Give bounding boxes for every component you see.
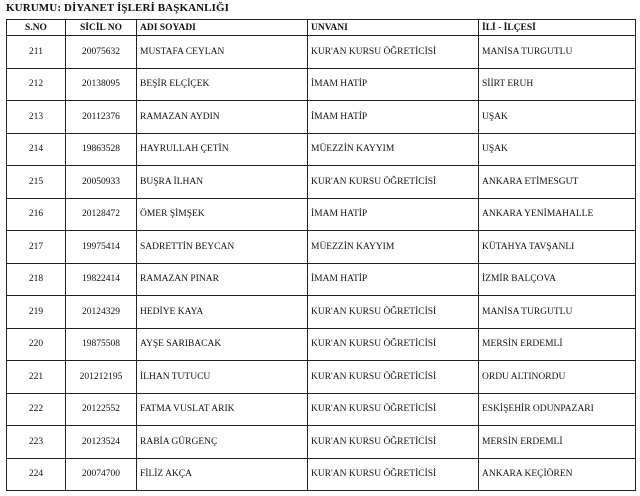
cell-sicil-no: 19875508: [66, 328, 137, 361]
column-header-location: İLİ - İLÇESİ: [479, 20, 636, 36]
table-row: [7, 263, 636, 296]
cell-sicil-no: 20123524: [66, 426, 137, 459]
cell-name: HEDİYE KAYA: [137, 296, 308, 329]
cell-title: KUR'AN KURSU ÖĞRETİCİSİ: [308, 36, 479, 69]
table-row: [7, 361, 636, 394]
cell-sicil-no: 20122552: [66, 393, 137, 426]
table-row: [7, 101, 636, 134]
header-row: [7, 20, 636, 36]
cell-location: ANKARA KEÇİÖREN: [479, 458, 636, 491]
cell-name: SADRETTİN BEYCAN: [137, 231, 308, 264]
cell-title: MÜEZZİN KAYYIM: [308, 133, 479, 166]
cell-title: KUR'AN KURSU ÖĞRETİCİSİ: [308, 458, 479, 491]
table-header: [7, 20, 636, 36]
cell-title: İMAM HATİP: [308, 263, 479, 296]
cell-sno: 216: [7, 198, 66, 231]
cell-sicil-no: 20074700: [66, 458, 137, 491]
cell-location: MANİSA TURGUTLU: [479, 296, 636, 329]
cell-location: UŞAK: [479, 133, 636, 166]
cell-sno: 211: [7, 36, 66, 69]
cell-name: ÖMER ŞİMŞEK: [137, 198, 308, 231]
cell-location: ESKİŞEHİR ODUNPAZARI: [479, 393, 636, 426]
institution-header: KURUMU: DİYANET İŞLERİ BAŞKANLIĞI: [6, 2, 230, 14]
personnel-table: [6, 19, 636, 491]
column-header-title: UNVANI: [308, 20, 479, 36]
column-header-sno: S.NO: [7, 20, 66, 36]
table-row: [7, 231, 636, 264]
cell-location: KÜTAHYA TAVŞANLI: [479, 231, 636, 264]
table-row: [7, 393, 636, 426]
cell-location: MERSİN ERDEMLİ: [479, 328, 636, 361]
cell-sno: 224: [7, 458, 66, 491]
cell-sno: 220: [7, 328, 66, 361]
cell-sno: 223: [7, 426, 66, 459]
cell-sicil-no: 20112376: [66, 101, 137, 134]
cell-name: AYŞE SARIBACAK: [137, 328, 308, 361]
cell-title: KUR'AN KURSU ÖĞRETİCİSİ: [308, 296, 479, 329]
cell-sno: 219: [7, 296, 66, 329]
table-row: [7, 198, 636, 231]
table-row: [7, 458, 636, 491]
table-row: [7, 296, 636, 329]
table-body: [7, 36, 636, 491]
cell-sno: 213: [7, 101, 66, 134]
cell-sicil-no: 20138095: [66, 68, 137, 101]
cell-name: FİLİZ AKÇA: [137, 458, 308, 491]
cell-sno: 222: [7, 393, 66, 426]
cell-title: İMAM HATİP: [308, 68, 479, 101]
cell-title: KUR'AN KURSU ÖĞRETİCİSİ: [308, 426, 479, 459]
cell-sno: 218: [7, 263, 66, 296]
table-row: [7, 133, 636, 166]
cell-location: MANİSA TURGUTLU: [479, 36, 636, 69]
cell-location: UŞAK: [479, 101, 636, 134]
column-header-name: ADI SOYADI: [137, 20, 308, 36]
cell-sno: 217: [7, 231, 66, 264]
cell-title: KUR'AN KURSU ÖĞRETİCİSİ: [308, 361, 479, 394]
cell-name: BEŞİR ELÇİÇEK: [137, 68, 308, 101]
cell-sno: 212: [7, 68, 66, 101]
cell-location: İZMİR BALÇOVA: [479, 263, 636, 296]
cell-sicil-no: 19863528: [66, 133, 137, 166]
cell-sno: 214: [7, 133, 66, 166]
table-row: [7, 328, 636, 361]
cell-location: SİİRT ERUH: [479, 68, 636, 101]
cell-location: ANKARA ETİMESGUT: [479, 166, 636, 199]
cell-title: MÜEZZİN KAYYIM: [308, 231, 479, 264]
table-row: [7, 36, 636, 69]
cell-sno: 221: [7, 361, 66, 394]
cell-name: FATMA VUSLAT ARIK: [137, 393, 308, 426]
cell-title: KUR'AN KURSU ÖĞRETİCİSİ: [308, 166, 479, 199]
cell-name: MUSTAFA CEYLAN: [137, 36, 308, 69]
cell-sicil-no: 201212195: [66, 361, 137, 394]
cell-sicil-no: 20075632: [66, 36, 137, 69]
cell-sno: 215: [7, 166, 66, 199]
cell-title: İMAM HATİP: [308, 198, 479, 231]
cell-title: KUR'AN KURSU ÖĞRETİCİSİ: [308, 328, 479, 361]
cell-location: MERSİN ERDEMLİ: [479, 426, 636, 459]
table-row: [7, 426, 636, 459]
cell-title: KUR'AN KURSU ÖĞRETİCİSİ: [308, 393, 479, 426]
cell-location: ORDU ALTINORDU: [479, 361, 636, 394]
cell-name: BUŞRA İLHAN: [137, 166, 308, 199]
cell-sicil-no: 19822414: [66, 263, 137, 296]
cell-name: RAMAZAN AYDIN: [137, 101, 308, 134]
cell-sicil-no: 20050933: [66, 166, 137, 199]
table-row: [7, 166, 636, 199]
cell-sicil-no: 20124329: [66, 296, 137, 329]
cell-title: İMAM HATİP: [308, 101, 479, 134]
cell-name: RABİA GÜRGENÇ: [137, 426, 308, 459]
cell-name: RAMAZAN PINAR: [137, 263, 308, 296]
cell-name: İLHAN TUTUCU: [137, 361, 308, 394]
column-header-sicil: SİCİL NO: [66, 20, 137, 36]
cell-name: HAYRULLAH ÇETİN: [137, 133, 308, 166]
cell-sicil-no: 20128472: [66, 198, 137, 231]
cell-sicil-no: 19975414: [66, 231, 137, 264]
cell-location: ANKARA YENİMAHALLE: [479, 198, 636, 231]
table-row: [7, 68, 636, 101]
